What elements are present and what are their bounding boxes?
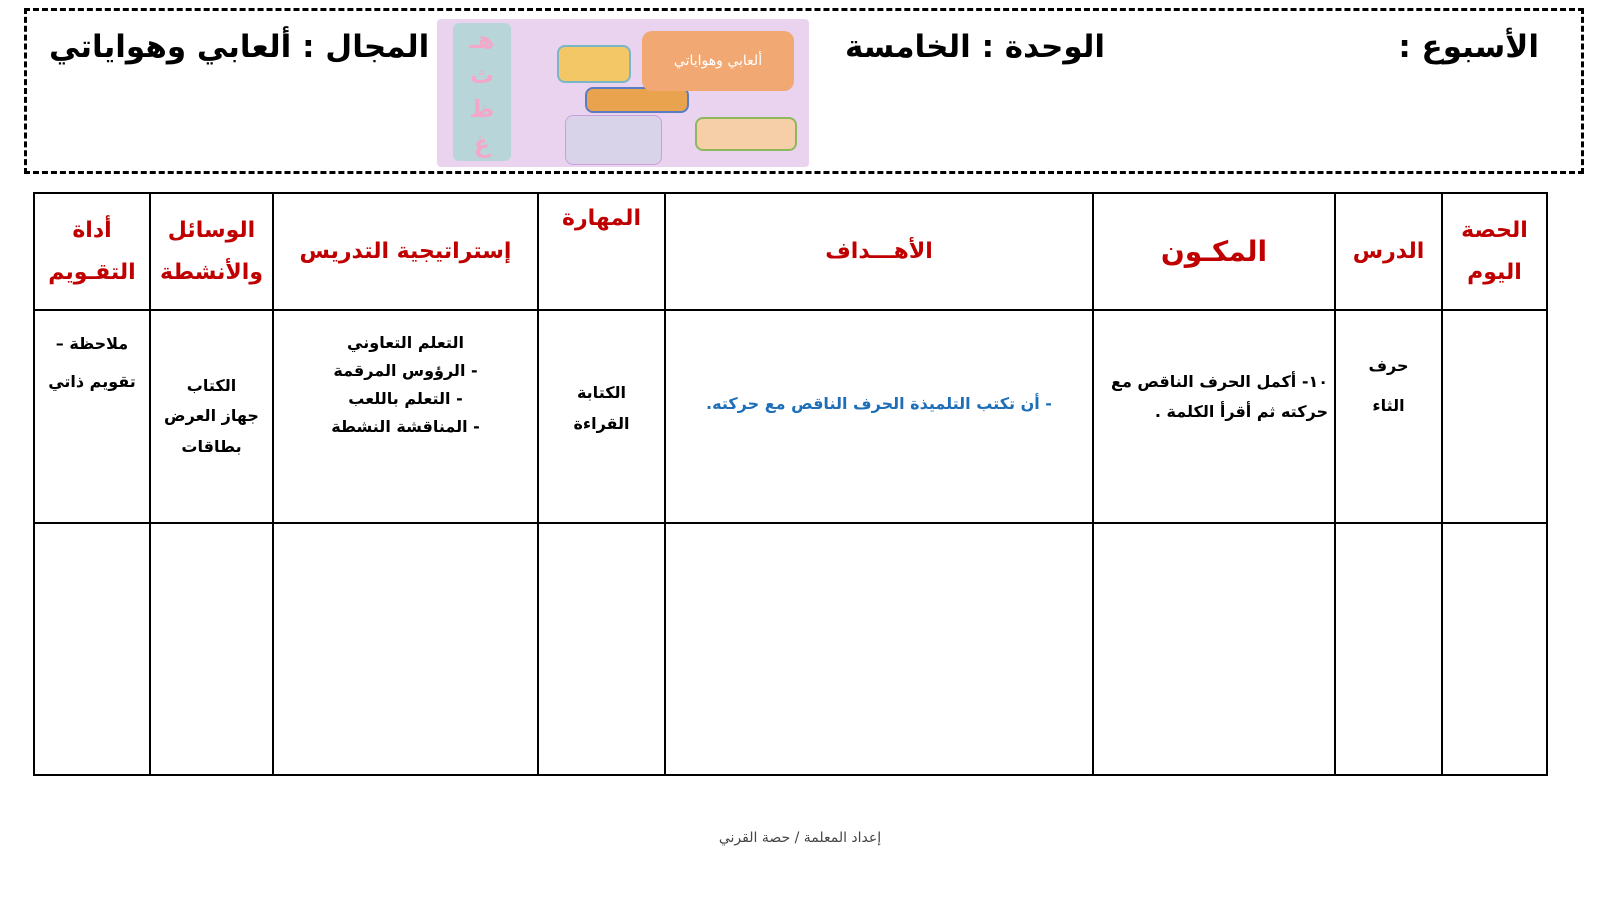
- strategy-line: - التعلم باللعب: [348, 389, 463, 408]
- logo-tile-park: [565, 115, 662, 165]
- resource-line: جهاز العرض: [164, 406, 259, 426]
- empty-cell: [1442, 523, 1547, 775]
- table-row: [34, 310, 1547, 523]
- header-objectives-label: الأهـــداف: [825, 238, 933, 264]
- header-resources: [150, 193, 273, 310]
- cell-skill: [538, 310, 665, 523]
- empty-cell: [538, 523, 665, 775]
- header-day-label: اليوم: [1467, 259, 1522, 285]
- lesson-plan-table: [33, 192, 1548, 776]
- logo-tile-kite: [557, 45, 631, 83]
- header-lesson-label: الدرس: [1352, 238, 1425, 264]
- header-box: [24, 8, 1584, 174]
- header-resources-label-2: والأنشطة: [159, 259, 264, 285]
- skill-line: القراءة: [573, 413, 630, 433]
- strategy-line: - المناقشة النشطة: [331, 417, 480, 436]
- header-strategy: [273, 193, 538, 310]
- week-label: الأسبوع :: [1398, 29, 1539, 65]
- logo-book-title: ألعابي وهواياتي: [673, 53, 763, 69]
- assessment-line: ملاحظة –: [55, 334, 129, 353]
- strategy-line: التعلم التعاوني: [347, 333, 464, 352]
- empty-cell: [1335, 523, 1442, 775]
- logo-letter: هـ: [469, 26, 495, 55]
- header-strategy-label: إستراتيجية التدريس: [299, 238, 512, 264]
- logo-letter: ظ: [469, 95, 495, 124]
- lesson-line: الثاء: [1372, 396, 1405, 416]
- header-assessment-label-2: التقـويم: [48, 259, 136, 285]
- skill-line: الكتابة: [576, 383, 627, 403]
- footer-credit: إعداد المعلمة / حصة القرني: [718, 830, 882, 846]
- logo-letter: غ: [473, 129, 491, 158]
- header-component-label: المكـون: [1160, 234, 1268, 268]
- objective-text: - أن تكتب التلميذة الحرف الناقص مع حركته.: [706, 394, 1052, 413]
- resource-line: بطاقات: [181, 436, 242, 456]
- header-component: [1093, 193, 1335, 310]
- cell-assessment: [34, 310, 150, 523]
- cell-strategy: [273, 310, 538, 523]
- cell-component: [1093, 310, 1335, 523]
- empty-cell: [34, 523, 150, 775]
- empty-cell: [273, 523, 538, 775]
- table-row-empty: [34, 523, 1547, 775]
- logo-book: [642, 31, 794, 91]
- header-skill-label: المهارة: [562, 206, 641, 231]
- cell-period-day: [1442, 310, 1547, 523]
- field-label: المجال : ألعابي وهواياتي: [49, 29, 430, 65]
- header-assessment: [34, 193, 150, 310]
- header-skill: [538, 193, 665, 310]
- logo-letter: ث: [469, 60, 495, 89]
- assessment-line: تقويم ذاتي: [48, 372, 136, 392]
- empty-cell: [150, 523, 273, 775]
- cell-lesson: [1335, 310, 1442, 523]
- logo-tile-animals: [695, 117, 797, 151]
- header-lesson: [1335, 193, 1442, 310]
- header-resources-label-1: الوسائل: [167, 217, 256, 243]
- header-period-day: [1442, 193, 1547, 310]
- header-period-label: الحصة: [1461, 217, 1528, 243]
- cell-resources: [150, 310, 273, 523]
- table-header-row: [34, 193, 1547, 310]
- lesson-line: حرف: [1368, 356, 1409, 375]
- empty-cell: [1093, 523, 1335, 775]
- component-text: ١٠- أكمل الحرف الناقص مع حركته ثم أقرأ الكلمة .: [1111, 372, 1328, 422]
- unit-logo-image: [437, 19, 809, 167]
- header-assessment-label-1: أداة: [72, 217, 112, 243]
- empty-cell: [665, 523, 1093, 775]
- strategy-line: - الرؤوس المرقمة: [333, 361, 478, 380]
- unit-label: الوحدة : الخامسة: [845, 29, 1106, 65]
- resource-line: الكتاب: [186, 375, 237, 395]
- logo-letters-strip: [453, 23, 511, 161]
- header-objectives: [665, 193, 1093, 310]
- cell-objectives: [665, 310, 1093, 523]
